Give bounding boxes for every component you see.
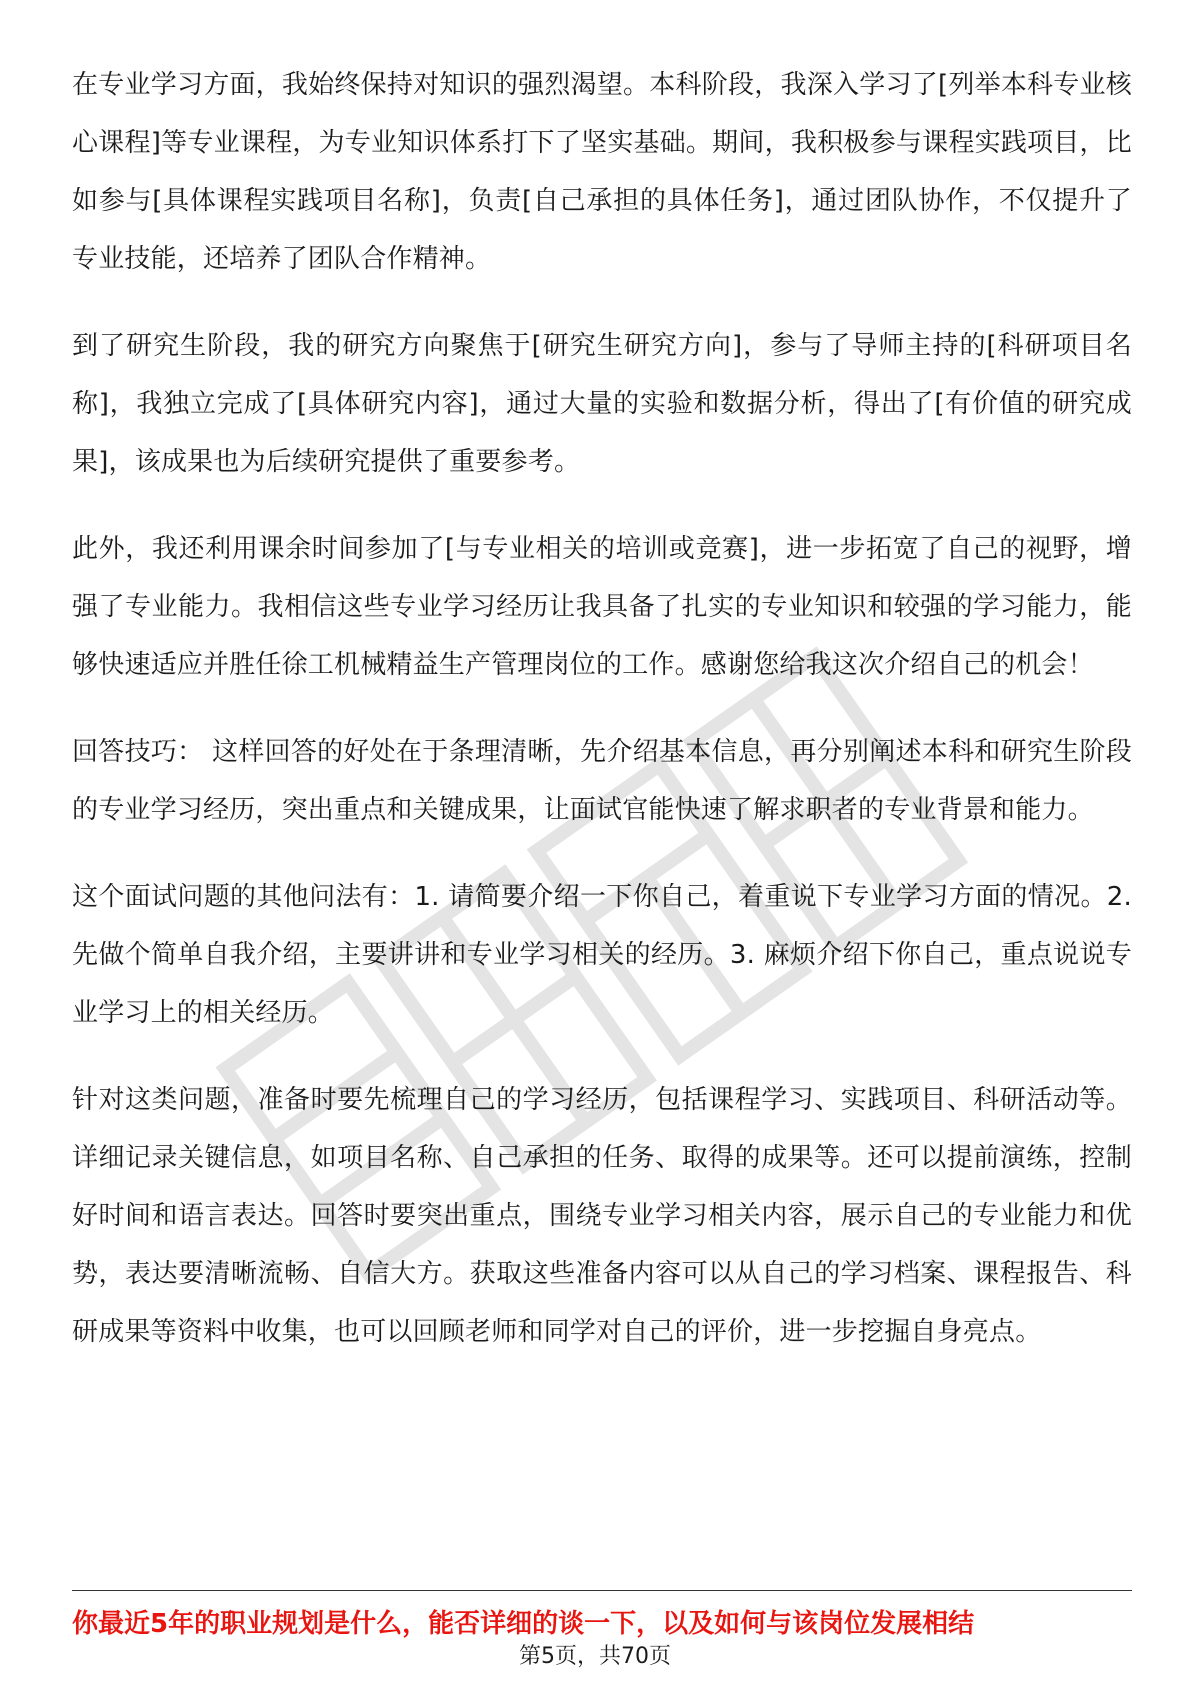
page-number: 第5页，共70页	[519, 1644, 671, 1669]
paragraph-graduate-study: 到了研究生阶段，我的研究方向聚焦于[研究生研究方向]，参与了导师主持的[科研项目名称]，我独立完成了[具体研究内容]，通过大量的实验和数据分析，得出了[有价值的研究成果]，该成果也为后续研究提供了重要参考。	[72, 331, 1132, 477]
paragraph-preparation-advice: 针对这类问题，准备时要先梳理自己的学习经历，包括课程学习、实践项目、科研活动等。详细记录关键信息，如项目名称、自己承担的任务、取得的成果等。还可以提前演练，控制好时间和语言表达。回答时要突出重点，围绕专业学习相关内容，展示自己的专业能力和优势，表达要清晰流畅、自信大方。获取这些准备内容可以从自己的学习档案、课程报告、科研成果等资料中收集，也可以回顾老师和同学对自己的评价，进一步挖掘自身亮点。	[72, 1085, 1132, 1347]
section-divider	[72, 1590, 1132, 1591]
paragraph-answer-tips: 回答技巧： 这样回答的好处在于条理清晰，先介绍基本信息，再分别阐述本科和研究生阶段的专业学习经历，突出重点和关键成果，让面试官能快速了解求职者的专业背景和能力。	[72, 737, 1132, 825]
paragraph-alternative-questions: 这个面试问题的其他问法有：1. 请简要介绍一下你自己，着重说下专业学习方面的情况。2. 先做个简单自我介绍，主要讲讲和专业学习相关的经历。3. 麻烦介绍下你自己，重点说说专业学习上的相关经历。	[72, 882, 1132, 1028]
paragraph-undergraduate-study: 在专业学习方面，我始终保持对知识的强烈渴望。本科阶段，我深入学习了[列举本科专业核心课程]等专业课程，为专业知识体系打下了坚实基础。期间，我积极参与课程实践项目，比如参与[具体课程实践项目名称]，负责[自己承担的具体任务]，通过团队协作，不仅提升了专业技能，还培养了团队合作精神。	[72, 70, 1132, 274]
document-body	[72, 56, 1132, 1361]
next-question-heading: 你最近5年的职业规划是什么，能否详细的谈一下，以及如何与该岗位发展相结	[72, 1609, 975, 1639]
paragraph-extra-training: 此外，我还利用课余时间参加了[与专业相关的培训或竞赛]，进一步拓宽了自己的视野，增强了专业能力。我相信这些专业学习经历让我具备了扎实的专业知识和较强的学习能力，能够快速适应并胜任徐工机械精益生产管理岗位的工作。感谢您给我这次介绍自己的机会！	[72, 534, 1132, 680]
